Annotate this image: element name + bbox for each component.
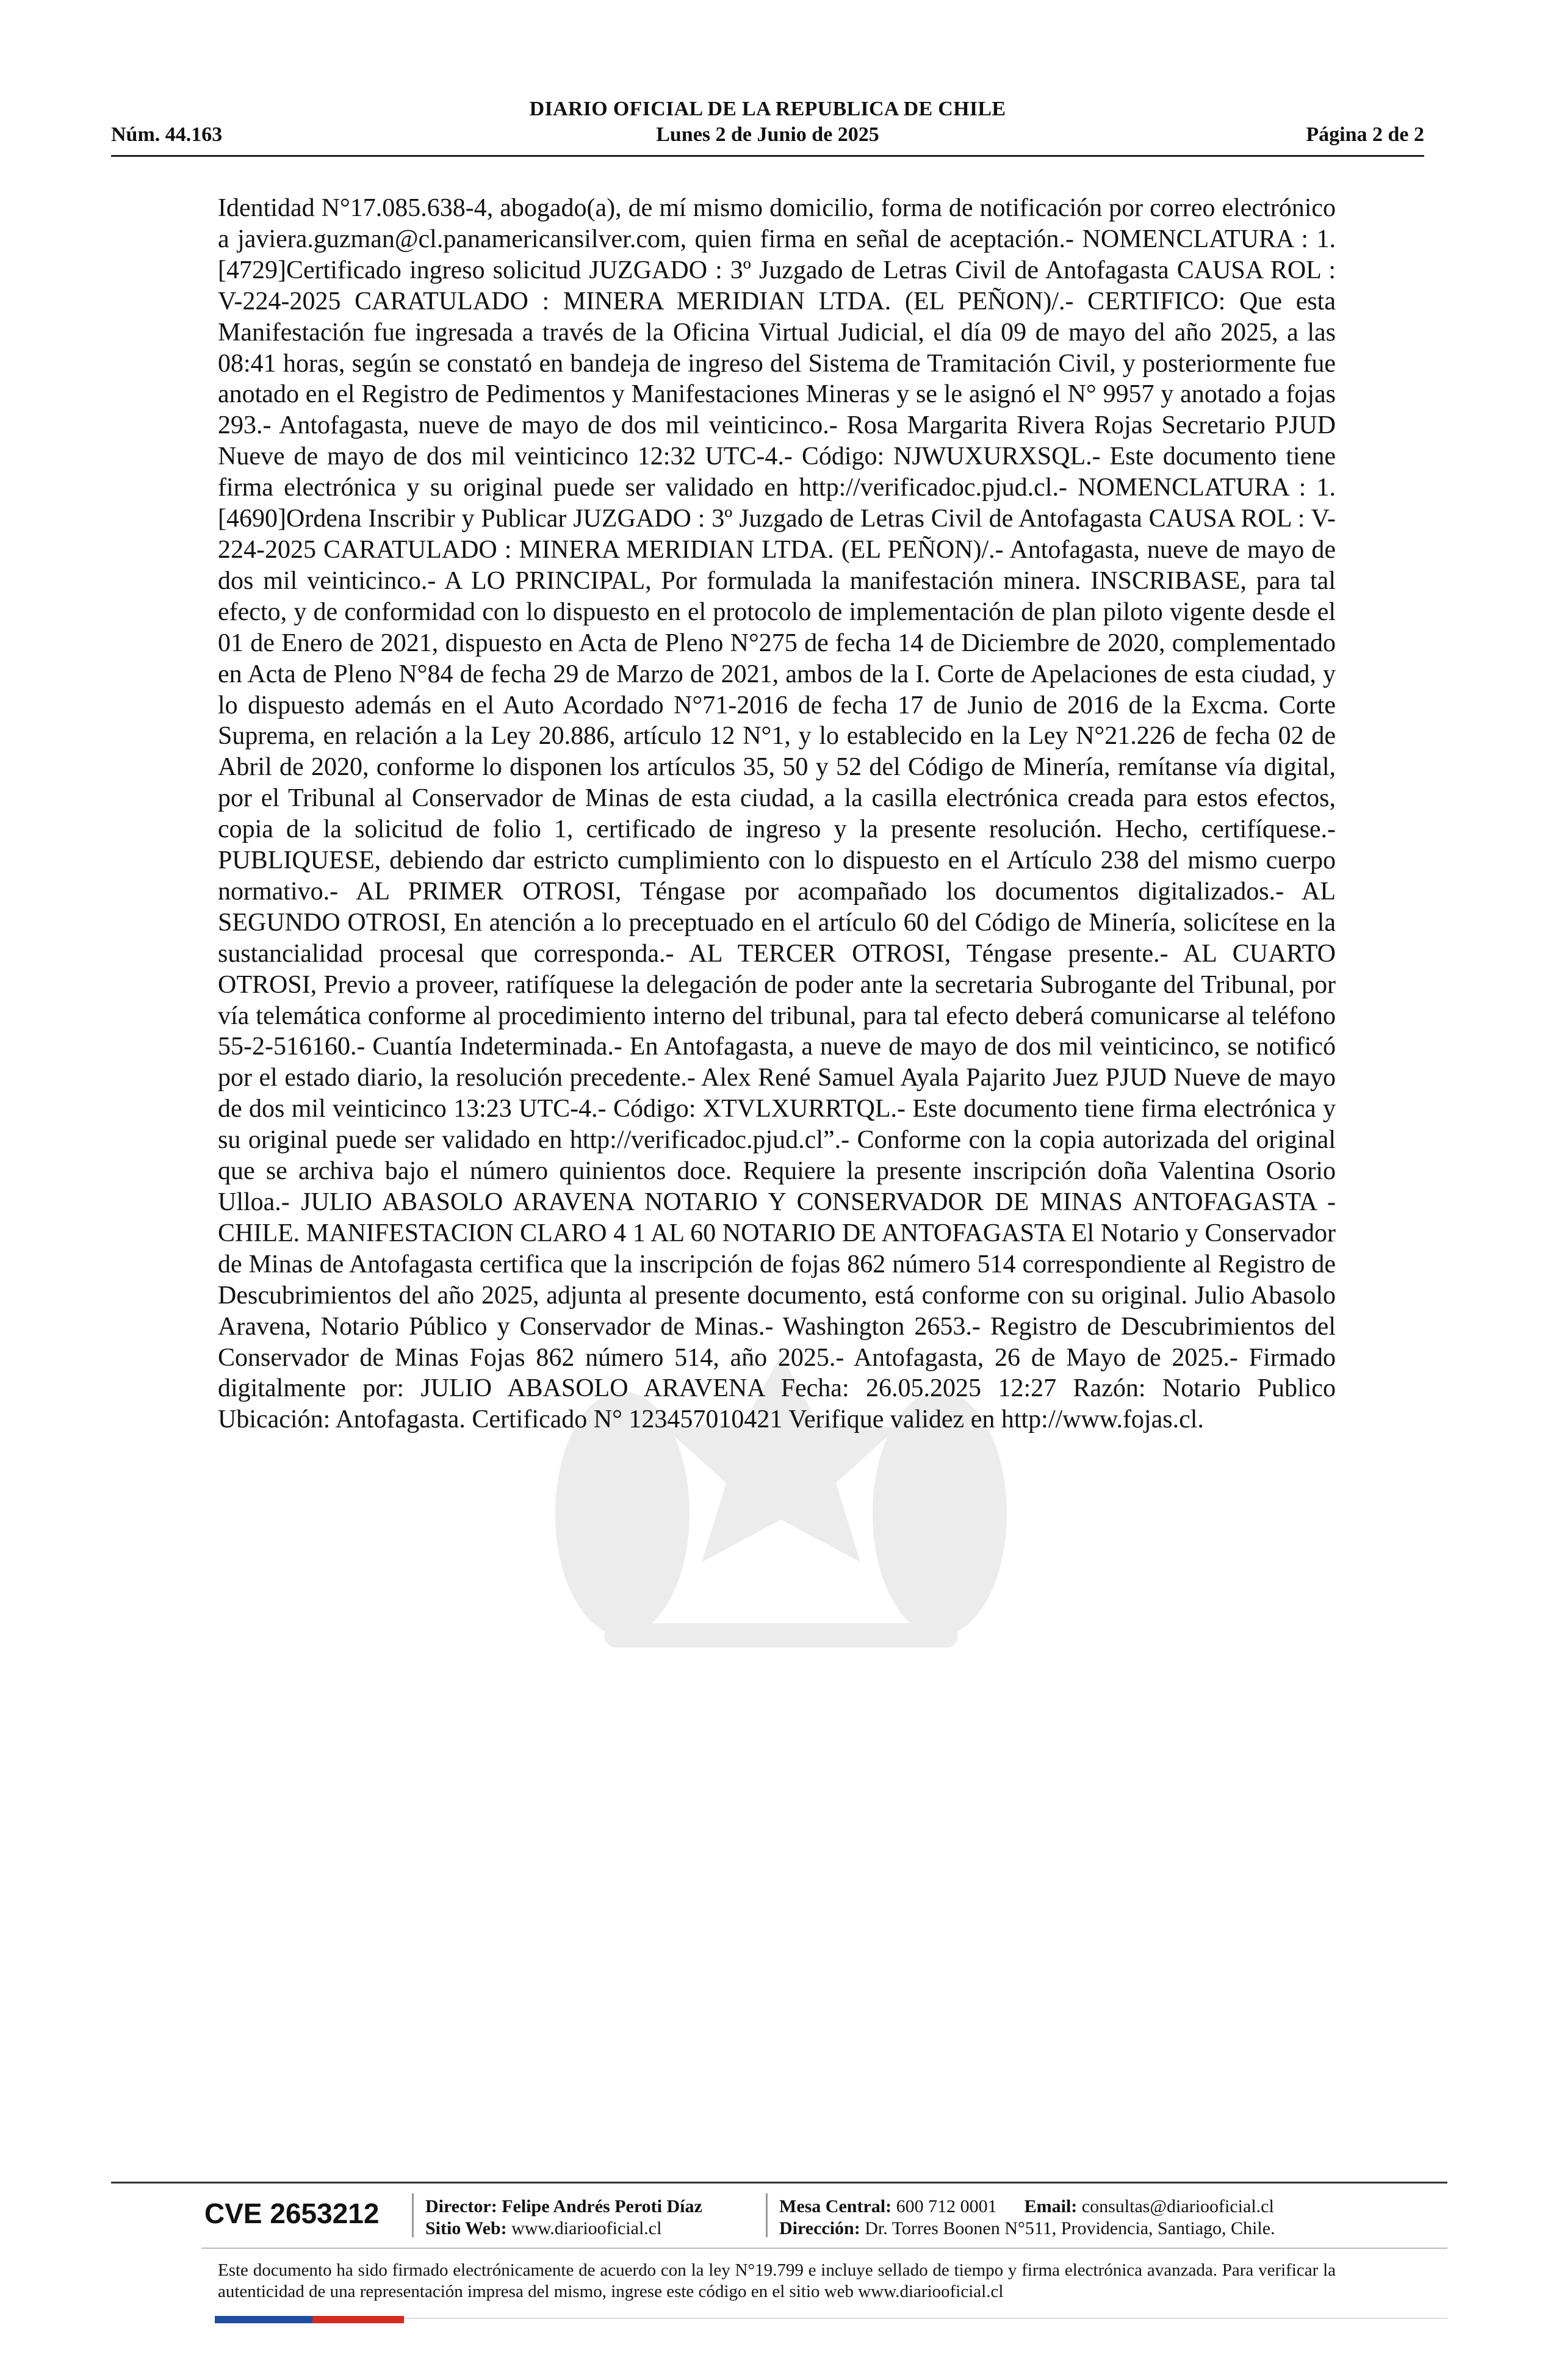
- director-line: [425, 2196, 702, 2218]
- website-label: Sitio Web:: [425, 2218, 507, 2238]
- website-link[interactable]: www.diariooficial.cl: [511, 2218, 662, 2238]
- footer-contact-left: [425, 2196, 702, 2240]
- footer-separator: [766, 2193, 768, 2237]
- address-label: Dirección:: [779, 2218, 860, 2238]
- director-label: Director:: [425, 2196, 497, 2216]
- director-name: Felipe Andrés Peroti Díaz: [502, 2196, 702, 2216]
- phone-email-line: [779, 2196, 1275, 2218]
- issue-number: Núm. 44.163: [111, 123, 223, 146]
- legal-note: Este documento ha sido firmado electrónicamente de acuerdo con la ley N°19.799 e incluye sellado de tiempo y firma electrónica avanzada. Para verificar la autenticidad de una representación impresa del mismo, ingrese este código en el sitio web www.diariooficial.cl: [218, 2260, 1336, 2301]
- flag-stripe-blue: [215, 2316, 312, 2323]
- publication-title: DIARIO OFICIAL DE LA REPUBLICA DE CHILE: [529, 98, 1006, 120]
- footer-bottom-divider: [404, 2318, 1447, 2319]
- footer-divider: [111, 2182, 1447, 2183]
- email-link[interactable]: consultas@diariooficial.cl: [1081, 2196, 1274, 2216]
- email-label: Email:: [1024, 2196, 1078, 2216]
- issue-date: Lunes 2 de Junio de 2025: [656, 123, 879, 146]
- cve-code: CVE 2653212: [204, 2198, 380, 2229]
- footer-separator: [412, 2193, 414, 2237]
- footer-contact-right: [779, 2196, 1275, 2240]
- header-divider: [111, 155, 1424, 157]
- page-header: [111, 92, 1424, 159]
- phone-number: 600 712 0001: [896, 2196, 997, 2216]
- website-line: [425, 2218, 702, 2240]
- flag-stripe-red: [312, 2316, 404, 2323]
- body-text: Identidad N°17.085.638-4, abogado(a), de mí mismo domicilio, forma de notificación por correo electrónico a javiera.guzman@cl.panamericansilver.com, quien firma en señal de aceptación.- NOMENCLATURA : 1. [4729]Certificado ingreso solicitud JUZGADO : 3º Juzgado de Letras Civil de Antofagasta CAUSA ROL : V-224-2025 CARATULADO : MINERA MERIDIAN LTDA. (EL PEÑON)/.- CERTIFICO: Que esta Manifestación fue ingresada a través de la Oficina Virtual Judicial, el día 09 de mayo del año 2025, a las 08:41 horas, según se constató en bandeja de ingreso del Sistema de Tramitación Civil, y posteriormente fue anotado en el Registro de Pedimentos y Manifestaciones Mineras y se le asignó el N° 9957 y anotado a fojas 293.- Antofagasta, nueve de mayo de dos mil veinticinco.- Rosa Margarita Rivera Rojas Secretario PJUD Nueve de mayo de dos mil veinticinco 12:32 UTC-4.- Código: NJWUXURXSQL.- Este documento tiene firma electrónica y su original puede ser validado en http://verificadoc.pjud.cl.- NOMENCLATURA : 1. [4690]Ordena Inscribir y Publicar JUZGADO : 3º Juzgado de Letras Civil de Antofagasta CAUSA ROL : V-224-2025 CARATULADO : MINERA MERIDIAN LTDA. (EL PEÑON)/.- Antofagasta, nueve de mayo de dos mil veinticinco.- A LO PRINCIPAL, Por formulada la manifestación minera. INSCRIBASE, para tal efecto, y de conformidad con lo dispuesto en el protocolo de implementación de plan piloto vigente desde el 01 de Enero de 2021, dispuesto en Acta de Pleno N°275 de fecha 14 de Diciembre de 2020, complementado en Acta de Pleno N°84 de fecha 29 de Marzo de 2021, ambos de la I. Corte de Apelaciones de esta ciudad, y lo dispuesto además en el Auto Acordado N°71-2016 de fecha 17 de Junio de 2016 de la Excma. Corte Suprema, en relación a la Ley 20.886, artículo 12 N°1, y lo establecido en la Ley N°21.226 de fecha 02 de Abril de 2020, conforme lo disponen los artículos 35, 50 y 52 del Código de Minería, remítanse vía digital, por el Tribunal al Conservador de Minas de esta ciudad, a la casilla electrónica creada para estos efectos, copia de la solicitud de folio 1, certificado de ingreso y la presente resolución. Hecho, certifíquese.- PUBLIQUESE, debiendo dar estricto cumplimiento con lo dispuesto en el Artículo 238 del mismo cuerpo normativo.- AL PRIMER OTROSI, Téngase por acompañado los documentos digitalizados.- AL SEGUNDO OTROSI, En atención a lo preceptuado en el artículo 60 del Código de Minería, solicítese en la sustancialidad procesal que corresponda.- AL TERCER OTROSI, Téngase presente.- AL CUARTO OTROSI, Previo a proveer, ratifíquese la delegación de poder ante la secretaria Subrogante del Tribunal, por vía telemática conforme al procedimiento interno del tribunal, para tal efecto deberá comunicarse al teléfono 55-2-516160.- Cuantía Indeterminada.- En Antofagasta, a nueve de mayo de dos mil veinticinco, se notificó por el estado diario, la resolución precedente.- Alex René Samuel Ayala Pajarito Juez PJUD Nueve de mayo de dos mil veinticinco 13:23 UTC-4.- Código: XTVLXURRTQL.- Este documento tiene firma electrónica y su original puede ser validado en http://verificadoc.pjud.cl”.- Conforme con la copia autorizada del original que se archiva bajo el número quinientos doce. Requiere la presente inscripción doña Valentina Osorio Ulloa.- JULIO ABASOLO ARAVENA NOTARIO Y CONSERVADOR DE MINAS ANTOFAGASTA - CHILE. MANIFESTACION CLARO 4 1 AL 60 NOTARIO DE ANTOFAGASTA El Notario y Conservador de Minas de Antofagasta certifica que la inscripción de fojas 862 número 514 correspondiente al Registro de Descubrimientos del año 2025, adjunta al presente documento, está conforme con su original. Julio Abasolo Aravena, Notario Público y Conservador de Minas.- Washington 2653.- Registro de Descubrimientos del Conservador de Minas Fojas 862 número 514, año 2025.- Antofagasta, 26 de Mayo de 2025.- Firmado digitalmente por: JULIO ABASOLO ARAVENA Fecha: 26.05.2025 12:27 Razón: Notario Publico Ubicación: Antofagasta. Certificado N° 123457010421 Verifique validez en http://www.fojas.cl.: [218, 194, 1336, 1434]
- phone-label: Mesa Central:: [779, 2196, 892, 2216]
- address-text: Dr. Torres Boonen N°511, Providencia, Santiago, Chile.: [865, 2218, 1275, 2238]
- page-indicator: Página 2 de 2: [1306, 123, 1424, 146]
- address-line: [779, 2218, 1275, 2240]
- footer-inner-divider: [201, 2248, 1447, 2249]
